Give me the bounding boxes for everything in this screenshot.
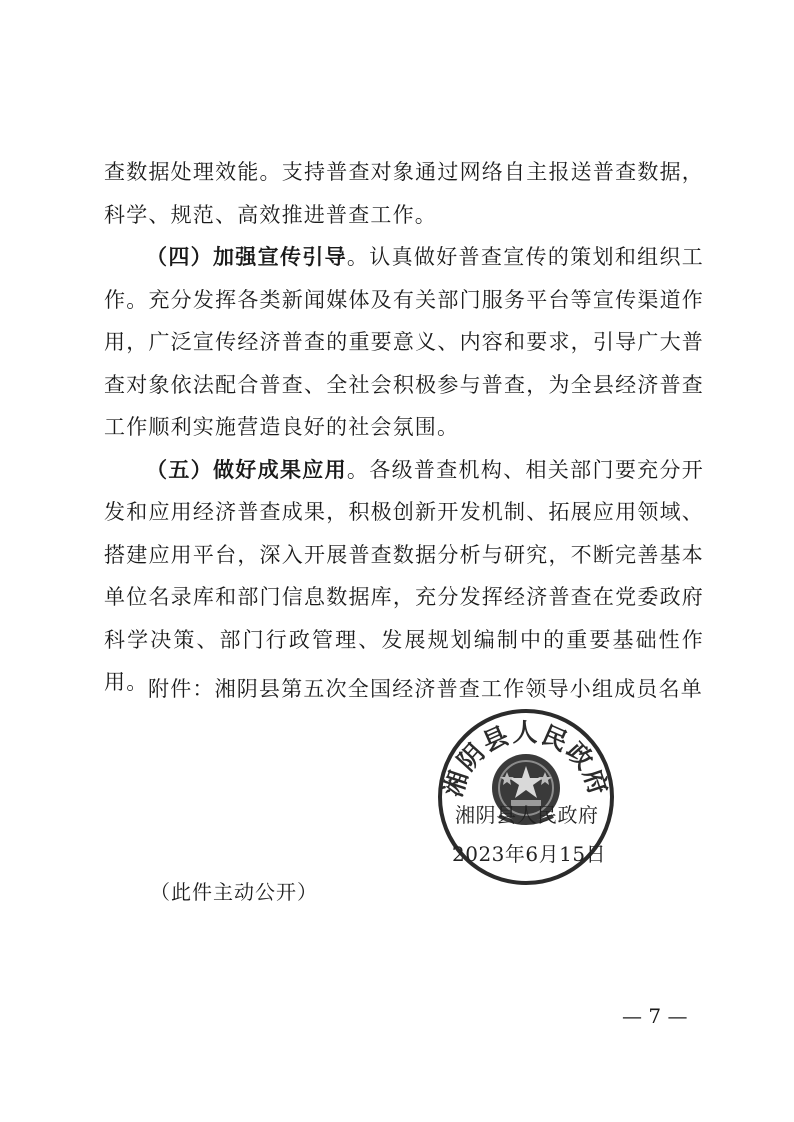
paragraph-publicity (104, 236, 704, 449)
seal-text: 湘阴县人民政府 (438, 718, 614, 801)
page-number: — 7 — (622, 1004, 688, 1028)
paragraph-text: 。认真做好普查宣传的策划和组织工作。充分发挥各类新闻媒体及有关部门服务平台等宣传渠道作用，广泛宣传经济普查的重要意义、内容和要求，引导广大普查对象依法配合普查、全社会积极参与普查，为全县经济普查工作顺利实施营造良好的社会氛围。 (104, 245, 704, 439)
section-heading-publicity: （四）加强宣传引导 (146, 244, 347, 269)
issue-date: 2023年6月15日 (452, 842, 607, 866)
paragraph-continuation (104, 151, 704, 236)
document-body (104, 151, 704, 704)
issuing-organization: 湘阴县人民政府 (455, 803, 599, 827)
attachment-line: 附件：湘阴县第五次全国经济普查工作领导小组成员名单 (148, 677, 703, 701)
paragraph-text: 。各级普查机构、相关部门要充分开发和应用经济普查成果，积极创新开发机制、拓展应用领域、搭建应用平台，深入开展普查数据分析与研究，不断完善基本单位名录库和部门信息数据库，充分发挥经济普查在党委政府科学决策、部门行政管理、发展规划编制中的重要基础性作用。 (104, 457, 704, 694)
section-heading-results: （五）做好成果应用 (146, 456, 347, 482)
disclosure-note: （此件主动公开） (150, 880, 318, 904)
paragraph-results-application (104, 449, 704, 704)
paragraph-text: 查数据处理效能。支持普查对象通过网络自主报送普查数据，科学、规范、高效推进普查工作。 (104, 160, 704, 227)
